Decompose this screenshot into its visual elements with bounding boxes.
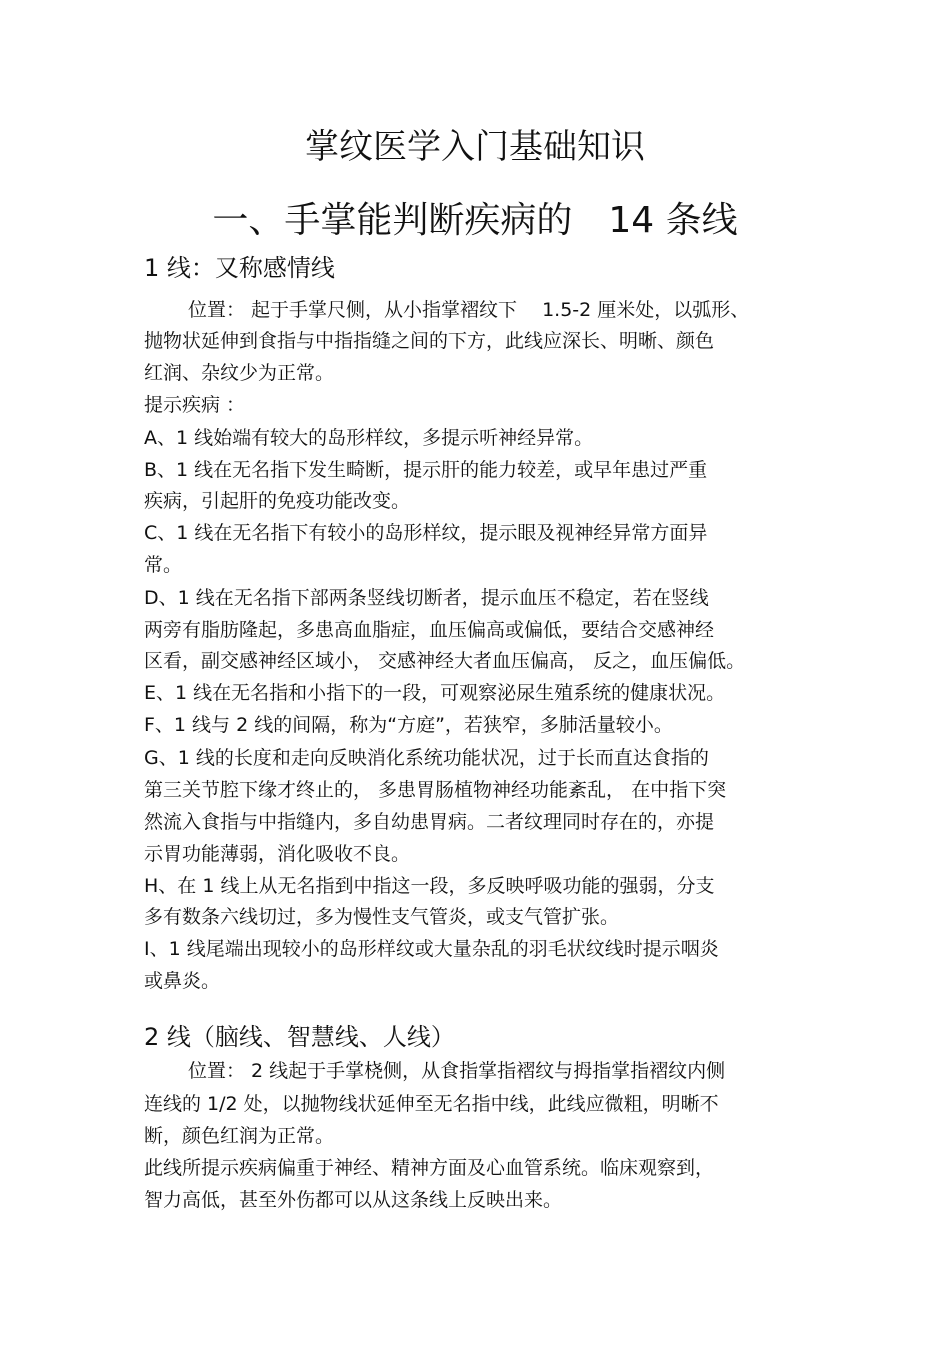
line1-item-g: 第三关节腔下缘才终止的， 多患胃肠植物神经功能紊乱， 在中指下突 xyxy=(144,779,727,801)
line1-item-a: A、1 线始端有较大的岛形样纹，多提示听神经异常。 xyxy=(144,427,594,449)
line1-item-i: 或鼻炎。 xyxy=(144,970,221,992)
line1-position-line: 位置： 起于手掌尺侧，从小指掌褶纹下 1.5-2 厘米处，以弧形、 xyxy=(188,299,750,321)
section-title: 一、手掌能判断疾病的 14 条线 xyxy=(212,200,738,241)
line1-item-g: 然流入食指与中指缝内，多自幼患胃病。二者纹理同时存在的，亦提 xyxy=(144,811,715,833)
line1-item-c: 常。 xyxy=(144,554,183,576)
line1-item-g: 示胃功能薄弱，消化吸收不良。 xyxy=(144,843,411,865)
line1-item-h: H、在 1 线上从无名指到中指这一段，多反映呼吸功能的强弱，分支 xyxy=(144,875,715,897)
line1-item-d: 两旁有脂肪隆起，多患高血脂症，血压偏高或偏低，要结合交感神经 xyxy=(144,619,715,641)
line1-item-g: G、1 线的长度和走向反映消化系统功能状况，过于长而直达食指的 xyxy=(144,747,709,769)
line1-heading: 1 线：又称感情线 xyxy=(144,254,335,282)
line1-item-d: D、1 线在无名指下部两条竖线切断者，提示血压不稳定，若在竖线 xyxy=(144,587,709,609)
line1-item-f: F、1 线与 2 线的间隔，称为“方庭”，若狭窄，多肺活量较小。 xyxy=(144,714,673,736)
line2-position-line: 断，颜色红润为正常。 xyxy=(144,1125,335,1147)
line1-item-b: 疾病，引起肝的免疫功能改变。 xyxy=(144,490,411,512)
line1-item-b: B、1 线在无名指下发生畸断，提示肝的能力较差，或早年患过严重 xyxy=(144,459,708,481)
line2-note-line: 智力高低，甚至外伤都可以从这条线上反映出来。 xyxy=(144,1189,563,1211)
line2-note-line: 此线所提示疾病偏重于神经、精神方面及心血管系统。临床观察到， xyxy=(144,1157,715,1179)
line1-item-d: 区看，副交感神经区域小， 交感神经大者血压偏高， 反之，血压偏低。 xyxy=(144,650,746,672)
line2-position-line: 位置： 2 线起于手掌桡侧，从食指掌指褶纹与拇指掌指褶纹内侧 xyxy=(188,1060,726,1082)
line1-item-i: I、1 线尾端出现较小的岛形样纹或大量杂乱的羽毛状纹线时提示咽炎 xyxy=(144,938,719,960)
line1-item-h: 多有数条六线切过，多为慢性支气管炎，或支气管扩张。 xyxy=(144,906,620,928)
line1-position-line: 红润、杂纹少为正常。 xyxy=(144,362,335,384)
document-title: 掌纹医学入门基础知识 xyxy=(305,127,645,167)
line2-heading: 2 线（脑线、智慧线、人线） xyxy=(144,1023,455,1051)
line2-position-line: 连线的 1/2 处，以抛物线状延伸至无名指中线，此线应微粗，明晰不 xyxy=(144,1093,719,1115)
line1-item-e: E、1 线在无名指和小指下的一段，可观察泌尿生殖系统的健康状况。 xyxy=(144,682,726,704)
line1-item-c: C、1 线在无名指下有较小的岛形样纹，提示眼及视神经异常方面异 xyxy=(144,522,708,544)
line1-hint-label: 提示疾病 ： xyxy=(144,394,246,416)
line1-position-line: 抛物状延伸到食指与中指指缝之间的下方，此线应深长、明晰、颜色 xyxy=(144,330,715,352)
